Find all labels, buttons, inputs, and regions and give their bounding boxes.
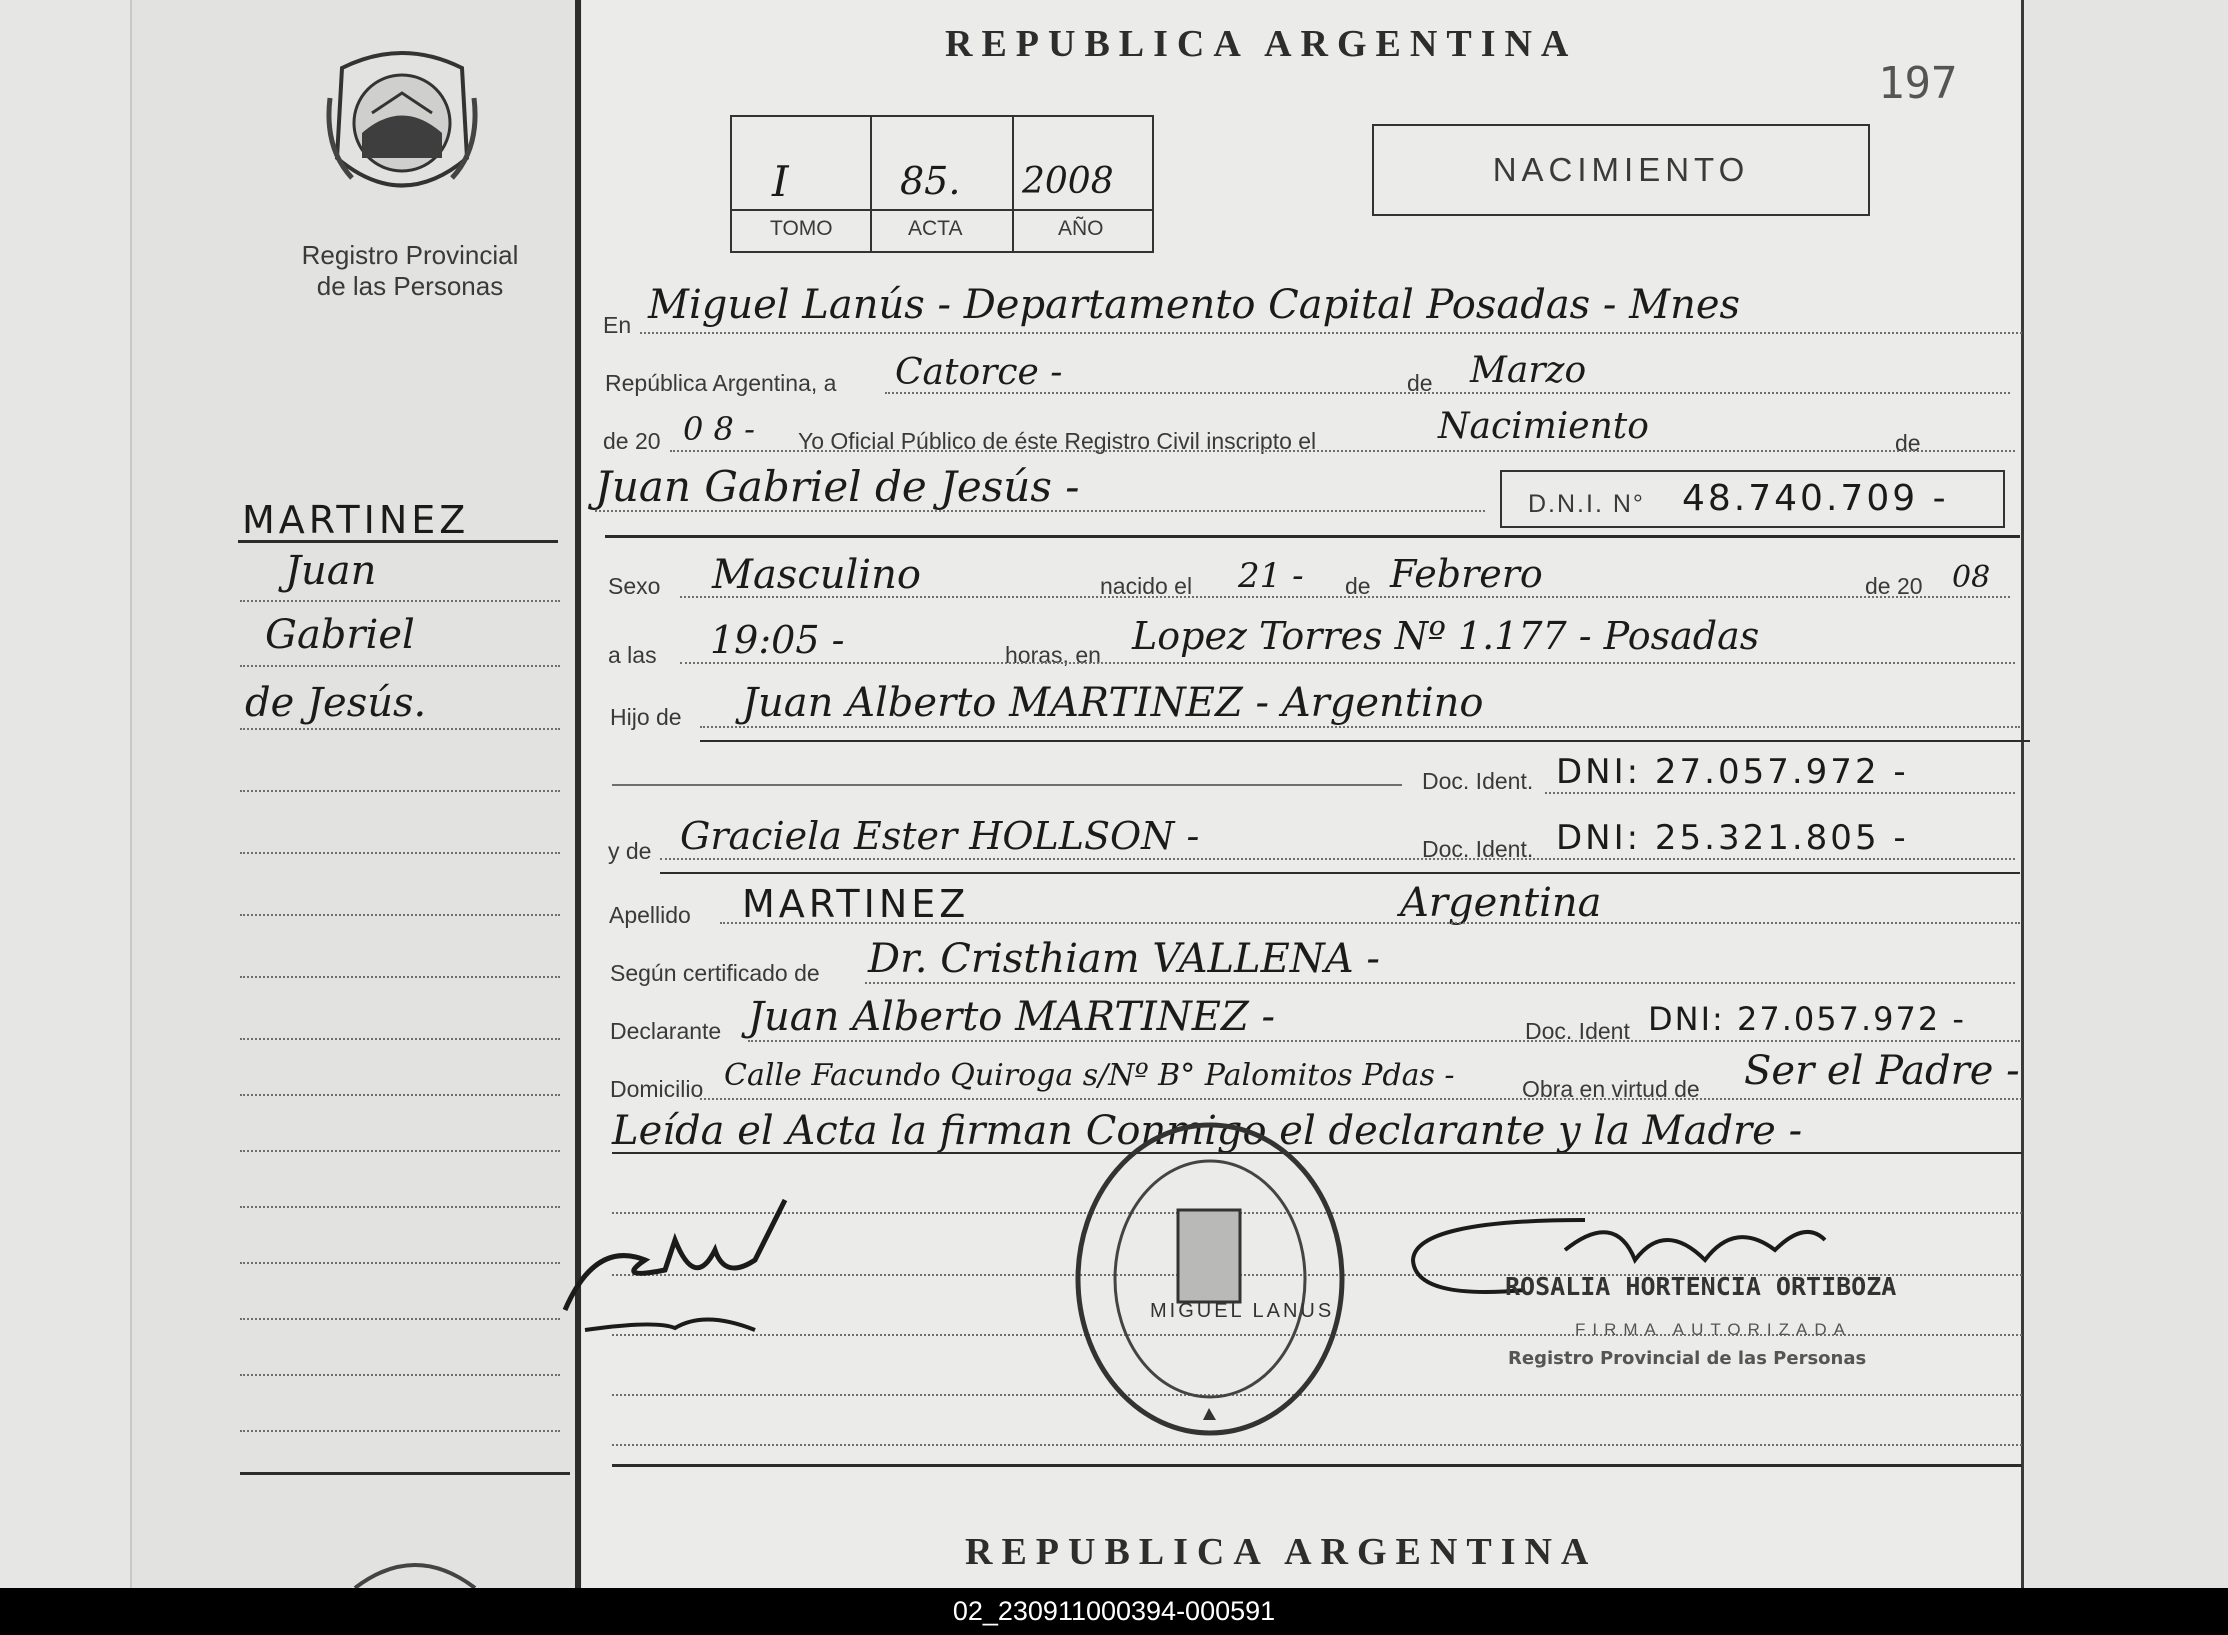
de-label-3: de	[1345, 573, 1371, 599]
horas-label: horas, en	[1005, 642, 1101, 668]
declarante-value: Juan Alberto MARTINEZ -	[748, 994, 1276, 1040]
birth-month: Febrero	[1390, 552, 1543, 596]
alas-label: a las	[608, 642, 657, 668]
tomo-label: TOMO	[770, 217, 833, 240]
register-box	[730, 115, 1154, 253]
page-number: 197	[1878, 58, 1958, 109]
firma-label: FIRMA AUTORIZADA	[1575, 1320, 1852, 1339]
anio-value: 2008	[1022, 161, 1114, 202]
mother-dni: DNI: 25.321.805 -	[1556, 818, 1909, 858]
acta-label: ACTA	[908, 217, 963, 240]
seal-text: MIGUEL LANUS	[1150, 1300, 1335, 1322]
year-prefix: de 20	[603, 428, 661, 454]
republica-label: República Argentina, a	[605, 370, 837, 396]
dni-value: 48.740.709 -	[1682, 478, 1949, 519]
declarante-label: Declarante	[610, 1018, 722, 1044]
father-doc-label: Doc. Ident.	[1422, 768, 1534, 794]
birth-year: 08	[1952, 560, 1991, 595]
bottom-emblem-icon	[345, 1552, 485, 1588]
apellido-label: Apellido	[609, 902, 691, 928]
stub-panel	[130, 0, 590, 1588]
anio-label: AÑO	[1058, 217, 1104, 240]
domicilio-label: Domicilio	[610, 1076, 704, 1102]
en-value: Miguel Lanús - Departamento Capital Posadas - Mnes	[648, 282, 1741, 328]
registry-label	[270, 240, 550, 302]
de-label-1: de	[1407, 370, 1433, 396]
oficial-text: Yo Oficial Público de éste Registro Civil inscripto el	[798, 428, 1317, 454]
mother-name: Graciela Ester HOLLSON -	[680, 814, 1200, 858]
stub-name-line1: Juan	[285, 548, 377, 594]
segun-label: Según certificado de	[610, 960, 820, 986]
stub-name-line2: Gabriel	[265, 612, 415, 658]
birth-day: 21 -	[1238, 556, 1304, 596]
apellido-value: MARTINEZ	[742, 882, 970, 926]
province-emblem-icon	[322, 38, 482, 213]
sexo-label: Sexo	[608, 573, 661, 599]
obra-label: Obra en virtud de	[1522, 1076, 1700, 1102]
registry-stamp-label: Registro Provincial de las Personas	[1508, 1348, 1867, 1369]
birth-time: 19:05 -	[710, 618, 845, 662]
father-name: Juan Alberto MARTINEZ - Argentino	[742, 680, 1484, 726]
acta-value: 85.	[900, 159, 961, 203]
de-label-2: de	[1895, 430, 1921, 456]
registry-seal-icon	[1070, 1118, 1350, 1440]
nacido-label: nacido el	[1100, 573, 1193, 599]
right-margin	[2026, 0, 2228, 1588]
father-dni: DNI: 27.057.972 -	[1556, 752, 1909, 792]
declarante-doc-label: Doc. Ident	[1525, 1018, 1630, 1044]
sexo-value: Masculino	[712, 552, 921, 598]
certificate-type: NACIMIENTO	[1492, 151, 1750, 188]
obra-value: Ser el Padre -	[1744, 1048, 2020, 1094]
mother-doc-label: Doc. Ident.	[1422, 836, 1534, 862]
document-code: 02_230911000394-000591	[952, 1596, 1276, 1626]
certificado-value: Dr. Cristhiam VALLENA -	[868, 936, 1380, 982]
stub-name-line3: de Jesús.	[245, 680, 427, 726]
en-label: En	[603, 312, 632, 338]
registry-line2: de las Personas	[316, 271, 504, 301]
year-value: 0 8 -	[683, 410, 755, 448]
footer-bar	[0, 1588, 2228, 1635]
type-box	[1372, 124, 1870, 216]
dni-label: D.N.I. N°	[1528, 490, 1645, 518]
birth-place: Lopez Torres Nº 1.177 - Posadas	[1132, 614, 1760, 658]
leida-text: Leída el Acta la firman Conmigo el declarante y la Madre -	[612, 1108, 1803, 1154]
child-name: Juan Gabriel de Jesús -	[595, 462, 1080, 511]
yde-label: y de	[608, 838, 652, 864]
birth-year-label: de 20	[1865, 573, 1923, 599]
inscripto-value: Nacimiento	[1438, 406, 1649, 447]
tomo-value: I	[772, 157, 789, 206]
official-name: ROSALIA HORTENCIA ORTIBOZA	[1505, 1272, 1897, 1301]
registry-line1: Registro Provincial	[301, 240, 519, 270]
dni-box	[1500, 470, 2005, 528]
month-value: Marzo	[1470, 350, 1587, 391]
declarante-dni: DNI: 27.057.972 -	[1648, 1000, 1966, 1038]
day-value: Catorce -	[895, 352, 1063, 393]
country-title: REPUBLICA ARGENTINA	[945, 23, 1578, 65]
bottom-country-title: REPUBLICA ARGENTINA	[965, 1531, 1598, 1573]
domicilio-value: Calle Facundo Quiroga s/Nº B° Palomitos Pdas -	[724, 1058, 1455, 1093]
hijo-label: Hijo de	[610, 704, 682, 730]
mother-nationality: Argentina	[1400, 880, 1602, 926]
stub-surname: MARTINEZ	[242, 498, 470, 542]
declarante-signature-icon	[555, 1180, 795, 1350]
